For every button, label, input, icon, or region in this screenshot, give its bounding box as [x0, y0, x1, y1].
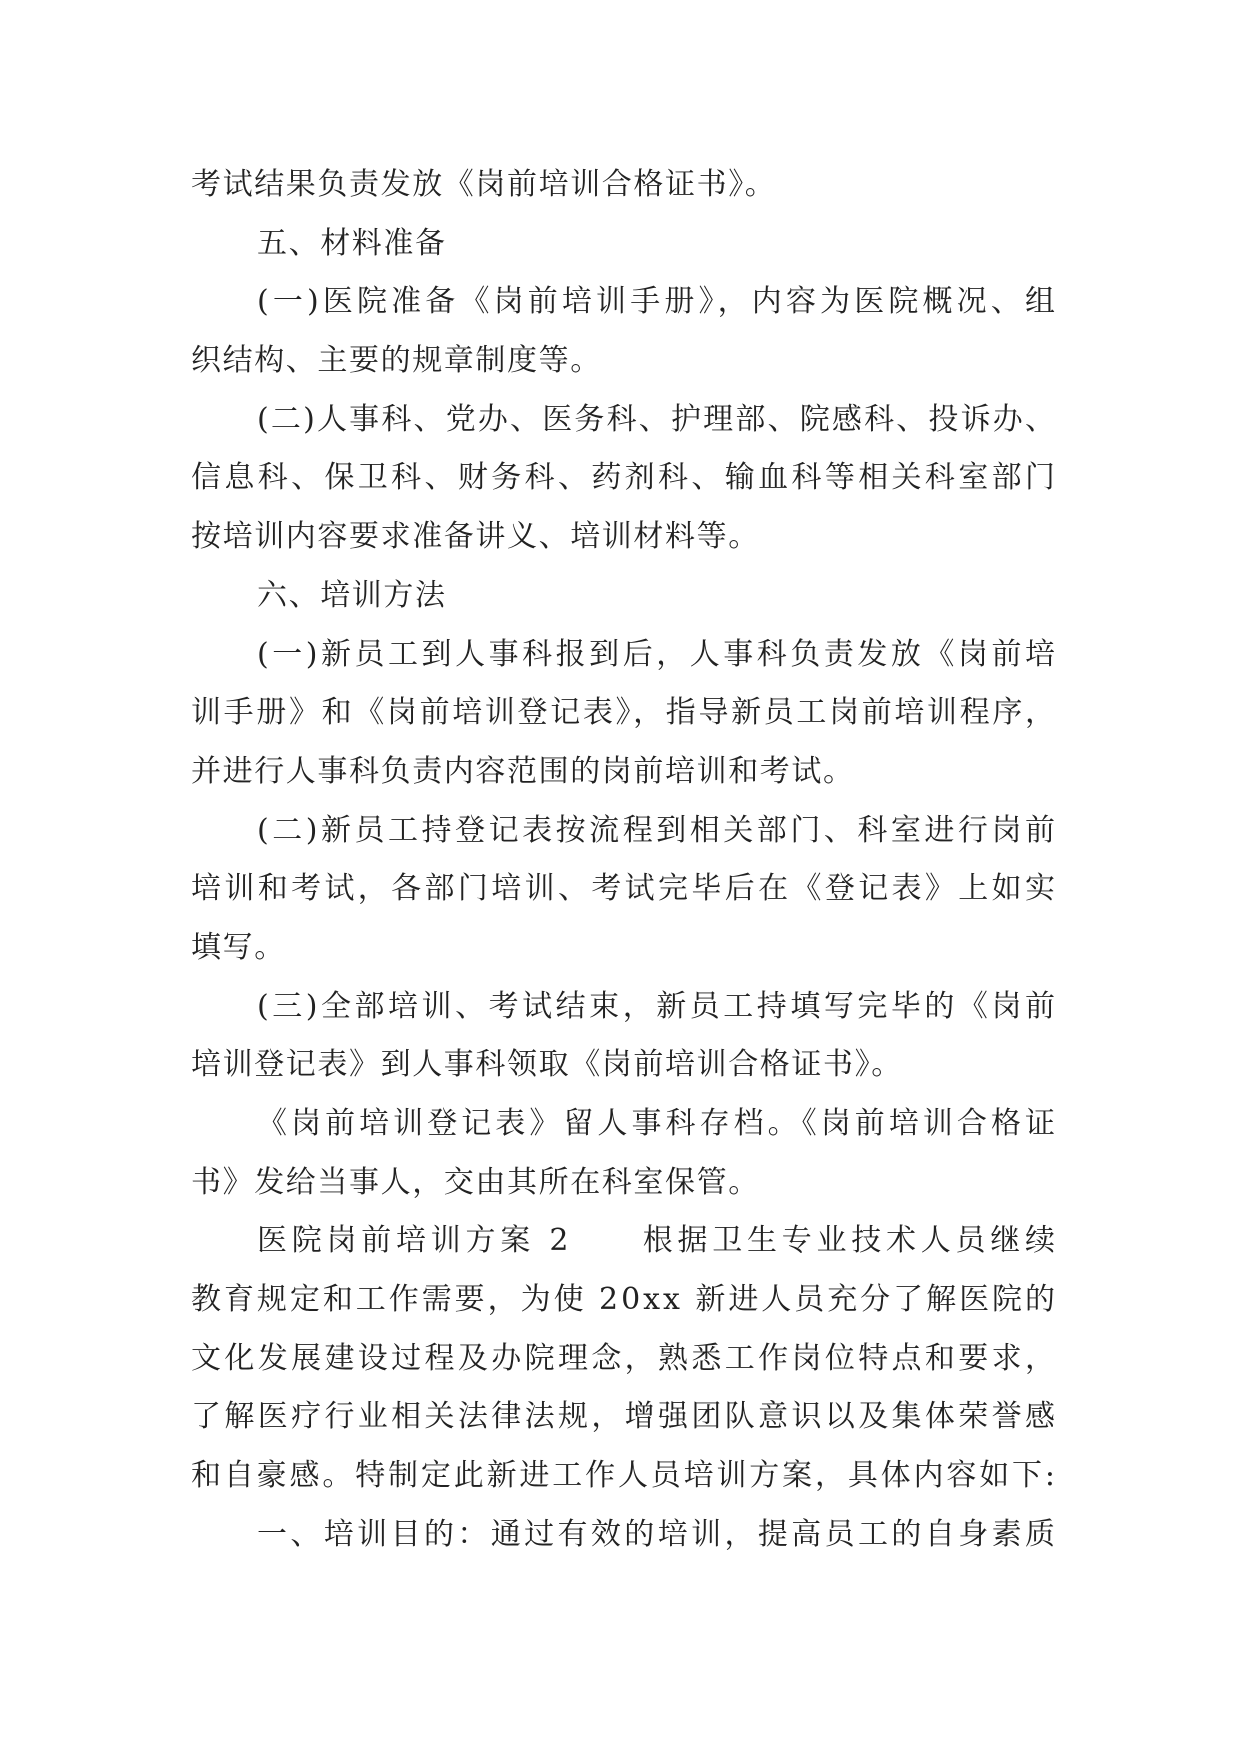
- text-line: [191, 391, 1058, 450]
- section-heading-text: 六、培训方法: [257, 577, 447, 613]
- text-line: [191, 1212, 1060, 1271]
- text-line-text: 了解医疗行业相关法律法规，增强团队意识以及集体荣誉感: [191, 1399, 1059, 1435]
- text-line-text: (三)全部培训、考试结束，新员工持填写完毕的《岗前: [257, 988, 1059, 1024]
- text-line: [191, 919, 1055, 978]
- text-line-text: 书》发给当事人，交由其所在科室保管。: [191, 1164, 760, 1200]
- text-line: [191, 1095, 1060, 1154]
- section-heading: [191, 567, 1055, 626]
- section-heading: [191, 215, 1055, 274]
- text-line-text: 《岗前培训登记表》留人事科存档。《岗前培训合格证: [257, 1106, 1060, 1141]
- text-line-text: 按培训内容要求准备讲义、培训材料等。: [191, 519, 760, 555]
- text-line: [191, 156, 1055, 215]
- text-line: [191, 860, 1059, 919]
- text-line-text: 一、培训目的：通过有效的培训，提高员工的自身素质: [257, 1516, 1059, 1552]
- text-line: [191, 626, 1059, 685]
- text-line-text: (一)新员工到人事科报到后，人事科负责发放《岗前培: [257, 636, 1059, 672]
- text-line-text: 医院岗前培训方案 2 根据卫生专业技术人员继续: [257, 1223, 1060, 1259]
- text-line: [191, 508, 1055, 567]
- text-line: [191, 743, 1055, 802]
- document-body: [191, 156, 1060, 1565]
- text-line-text: 培训登记表》到人事科领取《岗前培训合格证书》。: [191, 1047, 903, 1083]
- text-line-text: 训手册》和《岗前培训登记表》，指导新员工岗前培训程序，: [191, 695, 1058, 731]
- text-line: [191, 1271, 1058, 1330]
- text-line-text: 培训和考试，各部门培训、考试完毕后在《登记表》上如实: [191, 871, 1059, 907]
- text-line-text: 文化发展建设过程及办院理念，熟悉工作岗位特点和要求，: [191, 1340, 1059, 1376]
- text-line-text: 填写。: [191, 929, 286, 965]
- text-line-text: 教育规定和工作需要，为使 20xx 新进人员充分了解医院的: [191, 1282, 1058, 1318]
- text-line-text: 考试结果负责发放《岗前培训合格证书》。: [191, 167, 777, 202]
- text-line: [191, 978, 1059, 1037]
- text-line-text: (二)新员工持登记表按流程到相关部门、科室进行岗前: [257, 812, 1059, 848]
- text-line-text: 信息科、保卫科、财务科、药剂科、输血科等相关科室部门: [191, 460, 1059, 496]
- text-line: [191, 1330, 1059, 1389]
- text-line: [191, 273, 1060, 332]
- text-line: [191, 1036, 1055, 1095]
- text-line: [191, 1154, 1055, 1213]
- text-line: [191, 802, 1059, 861]
- text-line: [191, 1447, 1058, 1506]
- text-line: [191, 449, 1059, 508]
- text-line-text: 和自豪感。特制定此新进工作人员培训方案，具体内容如下:: [191, 1458, 1058, 1494]
- text-line: [191, 1506, 1059, 1565]
- text-line-text: 并进行人事科负责内容范围的岗前培训和考试。: [191, 753, 855, 789]
- text-line: [191, 684, 1058, 743]
- text-line: [191, 332, 1055, 391]
- text-line-text: 织结构、主要的规章制度等。: [191, 343, 602, 379]
- text-line-text: (二)人事科、党办、医务科、护理部、院感科、投诉办、: [257, 401, 1058, 437]
- text-line: [191, 1388, 1059, 1447]
- section-heading-text: 五、材料准备: [257, 225, 447, 261]
- text-line-text: (一)医院准备《岗前培训手册》，内容为医院概况、组: [257, 284, 1060, 320]
